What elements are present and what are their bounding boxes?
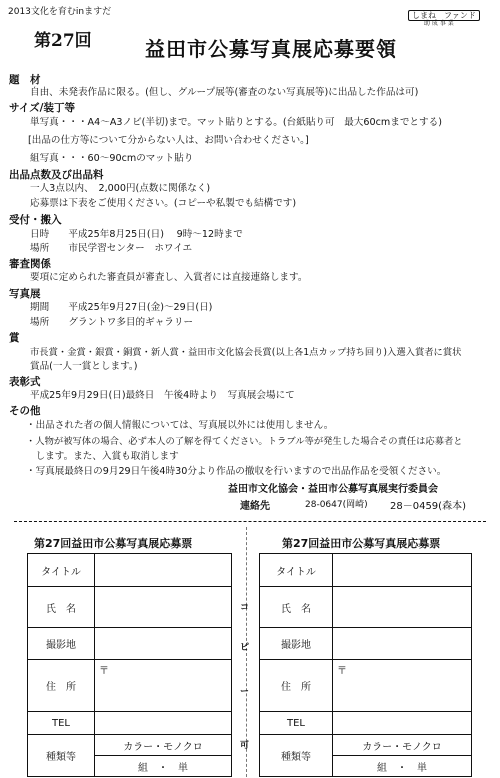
heading-subject: 題 材 xyxy=(9,74,41,86)
subject-text: 自由、未発表作品に限る。(但し、グループ展等(審査のない写真展等)に出品した作品は可) xyxy=(30,87,419,98)
field-name[interactable] xyxy=(95,587,232,628)
slogan: 2013文化を育むinますだ xyxy=(8,7,112,17)
field-title[interactable] xyxy=(333,554,472,587)
copy-note-3: ー xyxy=(240,687,250,697)
label-name: 氏 名 xyxy=(260,587,333,628)
cut-line-horizontal xyxy=(14,521,486,522)
logo-subtext: 助 成 事 業 xyxy=(424,20,454,27)
label-location: 撮影地 xyxy=(28,628,95,660)
field-address[interactable] xyxy=(333,660,472,712)
kind-color-mono[interactable]: カラー・モノクロ xyxy=(95,735,232,756)
heading-entries: 出品点数及び出品料 xyxy=(9,169,104,181)
field-tel[interactable] xyxy=(333,712,472,735)
size-line-2: [出品の仕方等について分からない人は、お問い合わせください。] xyxy=(28,135,309,146)
label-tel: TEL xyxy=(260,712,333,735)
heading-awards: 賞 xyxy=(9,332,20,344)
size-line-1: 単写真・・・A4～A3ノビ(半切)まで。マット貼りとする。(台紙貼り可 最大60cmまでとする) xyxy=(30,117,442,128)
entries-line-2: 応募票は下表をご使用ください。(コピーや私製でも結構です) xyxy=(30,198,297,209)
field-tel[interactable] xyxy=(95,712,232,735)
contact-okazaki: 28-0647(岡崎) xyxy=(305,500,368,510)
entry-form-left xyxy=(27,553,232,777)
postal-mark: 〒 xyxy=(99,666,109,677)
heading-size: サイズ/装丁等 xyxy=(9,102,75,114)
label-tel: TEL xyxy=(28,712,95,735)
label-location: 撮影地 xyxy=(260,628,333,660)
postal-mark: 〒 xyxy=(337,666,347,677)
copy-note-1: コ xyxy=(240,603,250,613)
field-title[interactable] xyxy=(95,554,232,587)
field-location[interactable] xyxy=(95,628,232,660)
kind-color-mono[interactable]: カラー・モノクロ xyxy=(333,735,472,756)
size-line-3: 組写真・・・60～90cmのマット貼り xyxy=(30,153,194,164)
kind-set-single[interactable]: 組 ・ 単 xyxy=(95,756,232,777)
heading-exhibition: 写真展 xyxy=(9,288,41,300)
page-title: 益田市公募写真展応募要領 xyxy=(145,37,397,61)
other-line-1: ・出品された者の個人情報については、写真展以外には使用しません。 xyxy=(26,420,334,431)
entries-line-1: 一人3点以内、 2,000円(点数に関係なく) xyxy=(30,183,211,194)
label-name: 氏 名 xyxy=(28,587,95,628)
logo-text: しまね ファンド xyxy=(408,10,480,21)
exhibition-place: 場所 グラントワ多目的ギャラリー xyxy=(30,317,194,328)
copy-note-4: 可 xyxy=(240,741,250,751)
exhibition-period: 期間 平成25年9月27日(金)～29日(日) xyxy=(30,302,213,313)
reception-date: 日時 平成25年8月25日(日) 9時～12時まで xyxy=(30,229,243,240)
contact-morimoto: 28－0459(森本) xyxy=(390,501,466,512)
heading-judging: 審査関係 xyxy=(9,258,51,270)
label-kind: 種類等 xyxy=(260,735,333,777)
title-number: 第27回 xyxy=(34,31,92,51)
heading-other: その他 xyxy=(9,405,41,417)
entry-form-right xyxy=(259,553,472,777)
organizer-name: 益田市文化協会・益田市公募写真展実行委員会 xyxy=(228,484,438,495)
label-kind: 種類等 xyxy=(28,735,95,777)
field-location[interactable] xyxy=(333,628,472,660)
field-name[interactable] xyxy=(333,587,472,628)
copy-note-2: ピ xyxy=(240,643,250,653)
label-address: 住 所 xyxy=(260,660,333,712)
heading-reception: 受付・搬入 xyxy=(9,214,62,226)
kind-set-single[interactable]: 組 ・ 単 xyxy=(333,756,472,777)
other-line-2: ・人物が被写体の場合、必ず本人の了解を得てください。トラブル等が発生した場合その責任は応募者と xyxy=(26,436,463,447)
judging-text: 要項に定められた審査員が審査し、入賞者には直接連絡します。 xyxy=(30,272,308,283)
contact-label: 連絡先 xyxy=(240,501,270,512)
form-title-left: 第27回益田市公募写真展応募票 xyxy=(34,537,193,550)
awards-line-1: 市長賞・金賞・銀賞・銅賞・新人賞・益田市文化協会長賞(以上各1点カップ持ち回り)入選入賞者に賞状 xyxy=(30,347,462,358)
label-title: タイトル xyxy=(28,554,95,587)
field-address[interactable] xyxy=(95,660,232,712)
awards-line-2: 賞品(一人一賞とします。) xyxy=(30,361,138,372)
heading-ceremony: 表彰式 xyxy=(9,376,41,388)
other-line-4: ・写真展最終日の9月29日午後4時30分より作品の撤収を行いますので出品作品を受領ください。 xyxy=(26,466,447,477)
label-address: 住 所 xyxy=(28,660,95,712)
reception-place: 場所 市民学習センター ホワイエ xyxy=(30,243,193,254)
ceremony-text: 平成25年9月29日(日)最終日 午後4時より 写真展会場にて xyxy=(30,390,295,401)
form-title-right: 第27回益田市公募写真展応募票 xyxy=(282,537,441,550)
label-title: タイトル xyxy=(260,554,333,587)
other-line-3: します。また、入賞も取消します xyxy=(26,451,179,462)
